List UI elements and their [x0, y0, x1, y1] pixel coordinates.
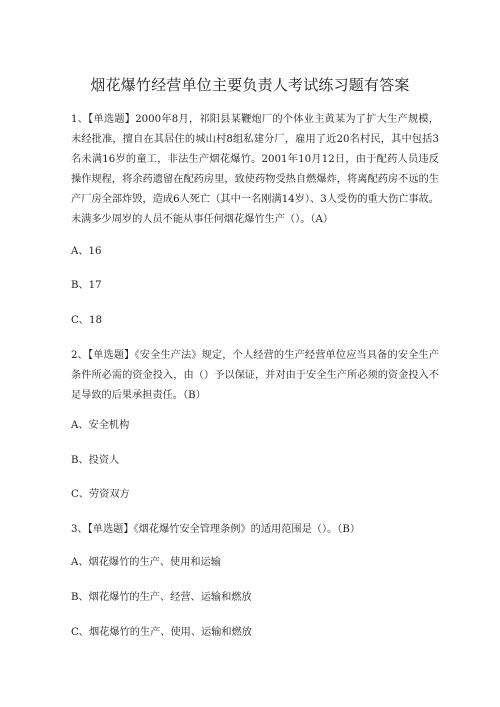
question-text: 3、【单选题】《烟花爆竹安全管理条例》的适用范围是（）。（B）: [71, 524, 361, 535]
answer-option: A、16: [71, 246, 102, 257]
answer-option: C、烟花爆竹的生产、使用、运输和燃放: [71, 627, 252, 638]
question-text: 1、【单选题】2000年8月，祁阳县某鞭炮厂的个体业主黄某为了扩大生产规模，未经批准，擅自在其居住的城山村8组私建分厂，雇用了近20名村民，其中包括3名未满16岁的童工，非法生产烟花爆竹。2001年10月12日，由于配药人员违反操作规程，将余药遗留在配药房里，致使药物受热自燃爆炸，将离配药房不远的生产厂房全部炸毁，造成6人死亡（其中一名刚满14岁）、3人受伤的重大伤亡事故。未满多少周岁的人员不能从事任何烟花爆竹生产（）。（A）: [71, 114, 439, 225]
answer-option: B、烟花爆竹的生产、经营、运输和燃放: [71, 592, 252, 603]
answer-option: B、投资人: [71, 455, 120, 466]
answer-option: A、烟花爆竹的生产、使用和运输: [71, 557, 221, 568]
page-title: 烟花爆竹经营单位主要负责人考试练习题有答案: [90, 76, 410, 94]
question-text: 2、【单选题】《安全生产法》规定，个人经营的生产经营单位应当具备的安全生产条件所必需的资金投入，由（）予以保证，并对由于安全生产所必须的资金投入不足导致的后果承担责任。（B）: [71, 350, 439, 401]
answer-option: C、18: [71, 315, 102, 326]
answer-option: B、17: [71, 280, 102, 291]
answer-option: A、安全机构: [71, 420, 130, 431]
answer-option: C、劳资双方: [71, 489, 130, 500]
